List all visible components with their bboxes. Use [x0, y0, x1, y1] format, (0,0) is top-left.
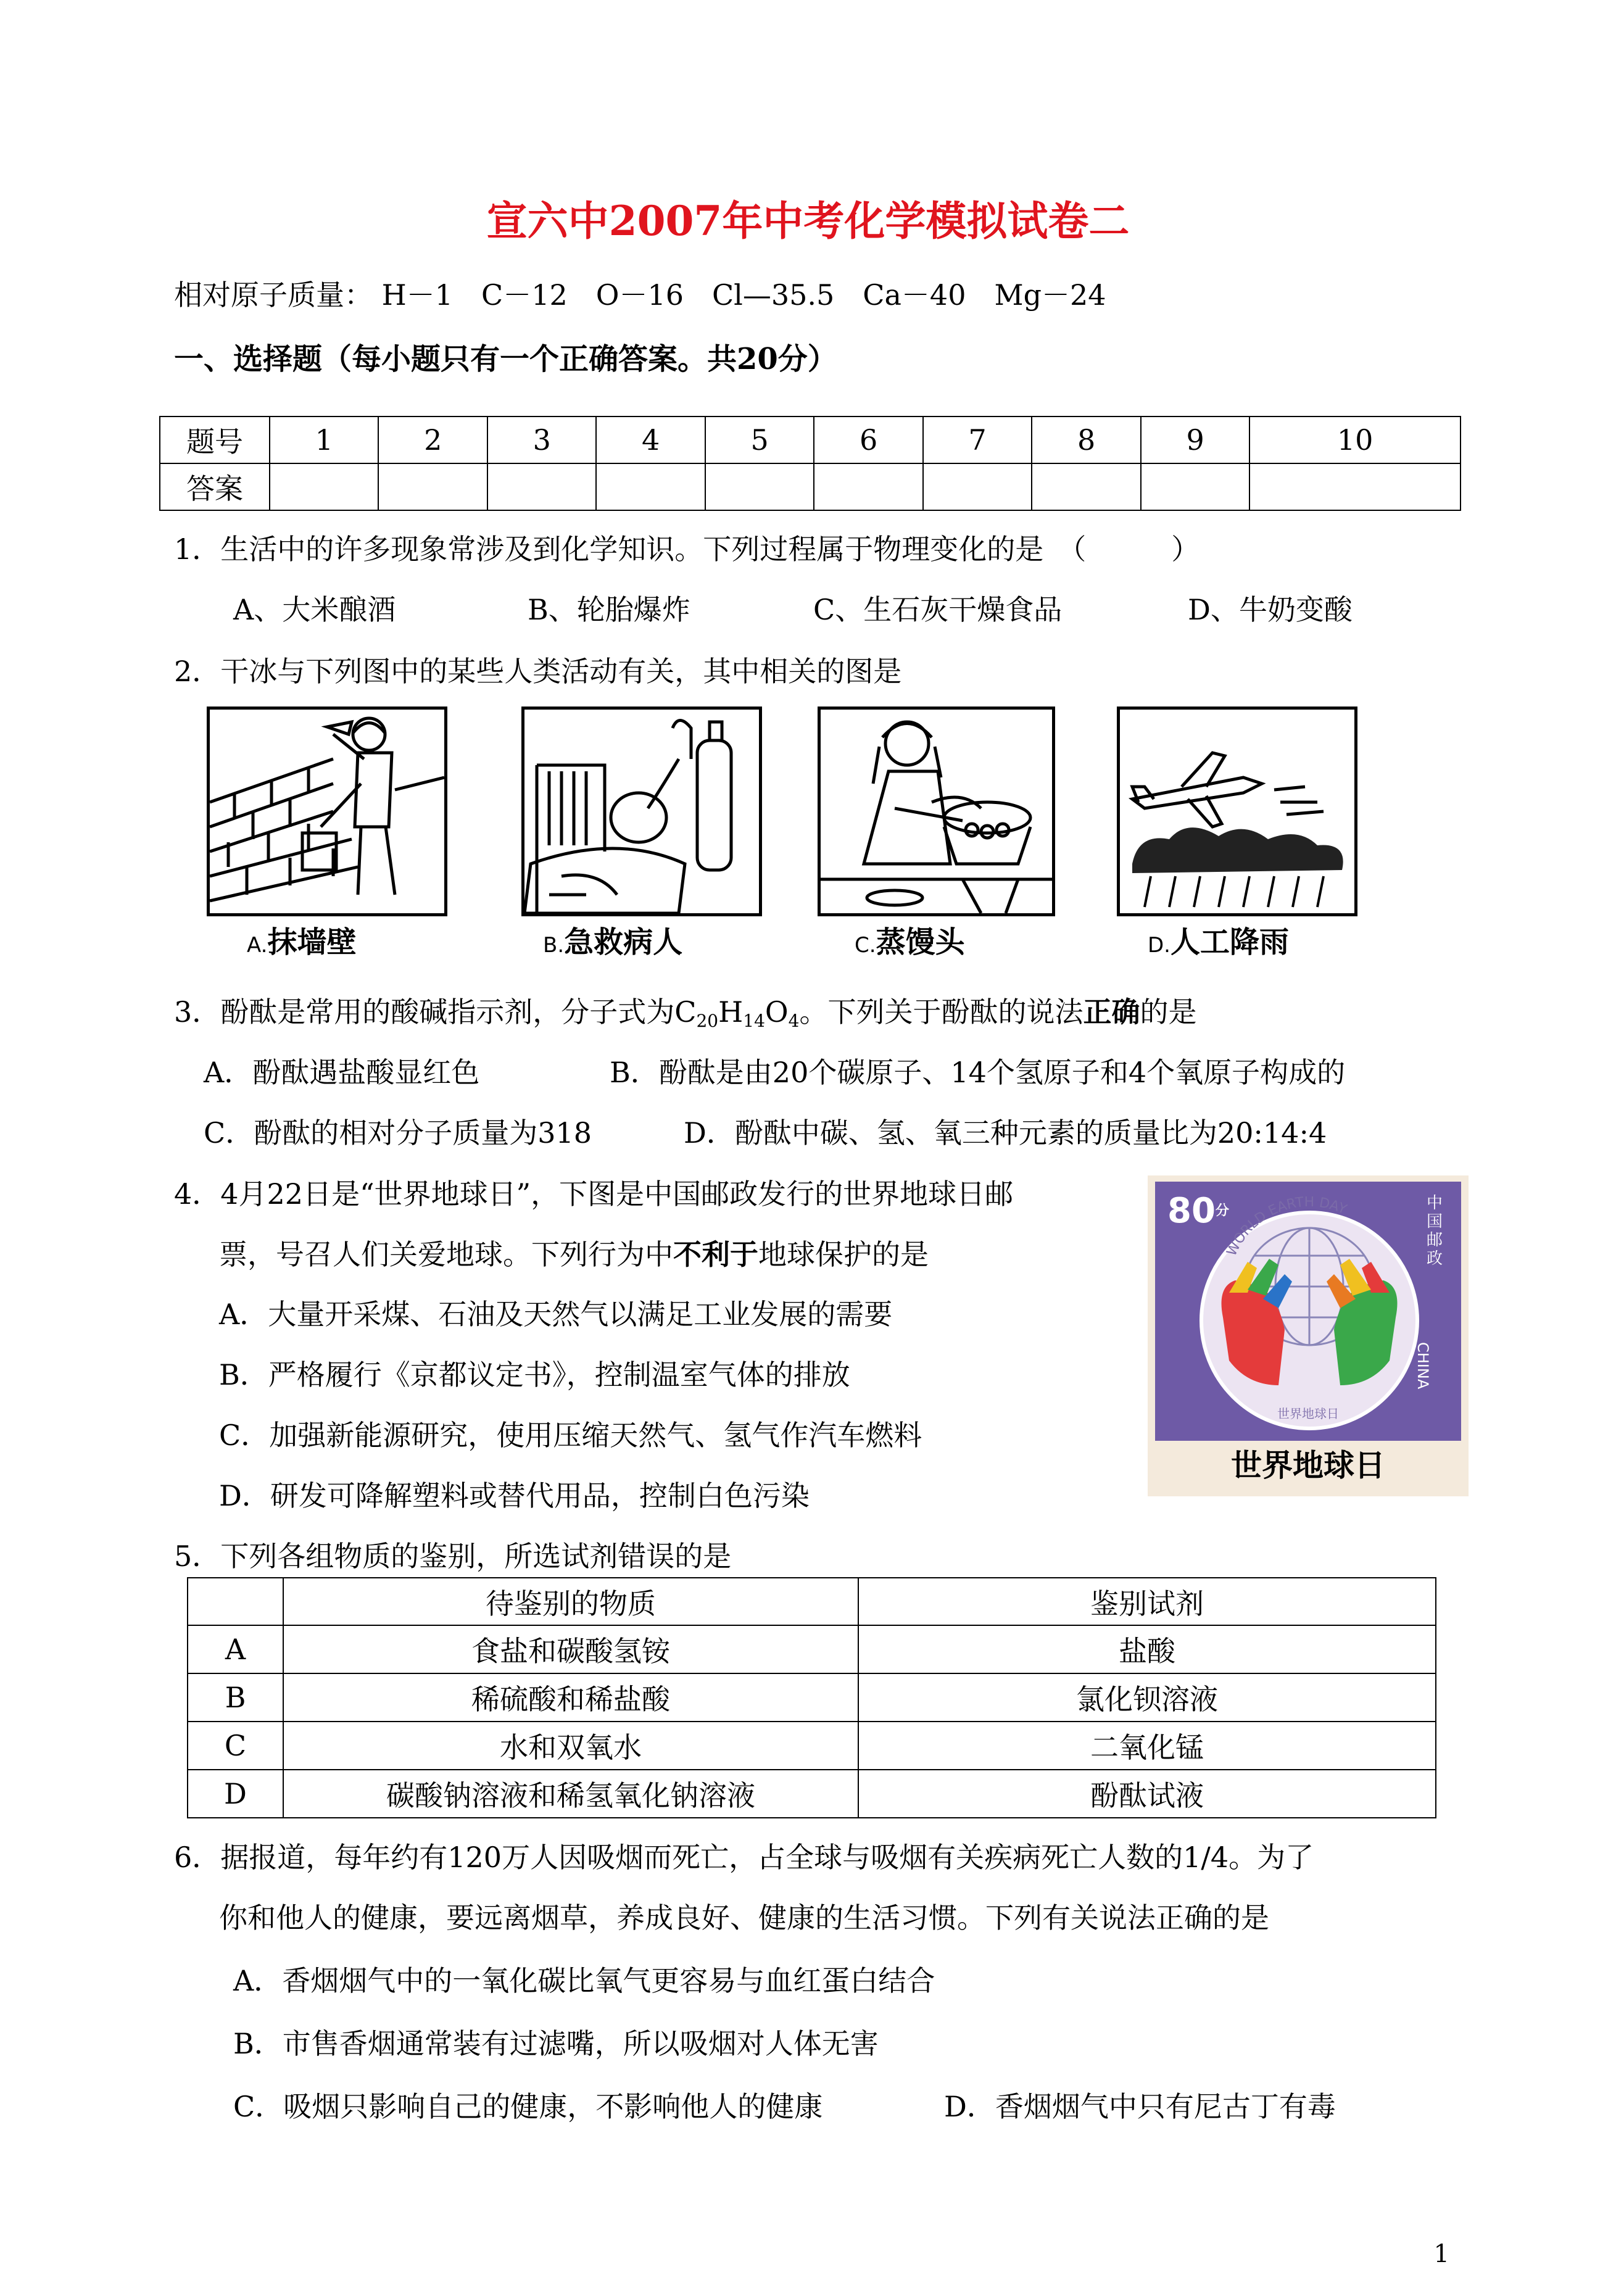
reagent-cell: 酚酞试液 — [858, 1770, 1436, 1818]
answer-cell[interactable] — [923, 463, 1032, 510]
image-b-caption — [543, 918, 682, 961]
answer-cell[interactable] — [705, 463, 814, 510]
number-cell: 6 — [814, 417, 922, 463]
reagent-cell: 二氧化锰 — [858, 1722, 1436, 1770]
section-heading: 一、选择题（每小题只有一个正确答案。共20分） — [174, 342, 837, 376]
image-d-caption — [1148, 918, 1289, 961]
formula-c-sub: 20 — [696, 1011, 719, 1031]
image-a-caption — [247, 918, 356, 961]
q4-stem-line1: 4．4月22日是“世界地球日”，下图是中国邮政发行的世界地球日邮 — [174, 1177, 1014, 1211]
earth-hands-stamp — [1148, 1175, 1469, 1496]
q4-stem-text: 票，号召人们关爱地球。下列行为中 — [219, 1238, 673, 1271]
stamp-face — [1155, 1182, 1461, 1441]
reagent-cell: 盐酸 — [858, 1625, 1436, 1673]
answer-cell[interactable] — [1141, 463, 1249, 510]
answer-table — [159, 416, 1461, 511]
q6-option-d: D．香烟烟气中只有尼古丁有毒 — [944, 2090, 1336, 2123]
formula-h-sub: 14 — [743, 1011, 765, 1031]
answer-cell[interactable] — [487, 463, 596, 510]
image-b-letter: B. — [543, 933, 565, 958]
image-a-label: 抹墙壁 — [267, 925, 357, 959]
substance-cell: 食盐和碳酸氢铵 — [283, 1625, 858, 1673]
patient-oxygen-illustration — [521, 707, 762, 916]
stamp-ring-text: WORLD EARTH DAY — [1224, 1194, 1349, 1259]
header-cell: 待鉴别的物质 — [283, 1578, 858, 1625]
q4-option-c: C．加强新能源研究，使用压缩天然气、氢气作汽车燃料 — [219, 1419, 922, 1452]
q3-stem-text-2: 。下列关于酚酞的说法 — [799, 995, 1084, 1029]
q4-stem-end: 地球保护的是 — [758, 1238, 929, 1271]
plastering-wall-illustration — [207, 707, 447, 916]
header-cell — [188, 1578, 283, 1625]
q1-option-d: D、牛奶变酸 — [1188, 593, 1353, 626]
image-a-letter: A. — [247, 933, 268, 958]
number-cell: 7 — [923, 417, 1032, 463]
q6-stem-line1: 6．据报道，每年约有120万人因吸烟而死亡，占全球与吸烟有关疾病死亡人数的1/4。为了 — [174, 1841, 1314, 1874]
q6-option-b: B．市售香烟通常装有过滤嘴，所以吸烟对人体无害 — [233, 2027, 879, 2060]
answer-cell[interactable] — [270, 463, 378, 510]
q2-stem: 2．干冰与下列图中的某些人类活动有关，其中相关的图是 — [174, 655, 902, 688]
header-cell: 鉴别试剂 — [858, 1578, 1436, 1625]
q3-option-d: D．酚酞中碳、氢、氧三种元素的质量比为20:14:4 — [684, 1116, 1327, 1150]
substance-cell: 稀硫酸和稀盐酸 — [283, 1673, 858, 1722]
stamp-value — [1167, 1193, 1229, 1230]
q3-option-b: B．酚酞是由20个碳原子、14个氢原子和4个氧原子构成的 — [610, 1056, 1346, 1089]
number-cell: 9 — [1141, 417, 1249, 463]
q6-option-a: A．香烟烟气中的一氧化碳比氧气更容易与血红蛋白结合 — [233, 1964, 935, 1997]
image-d-label: 人工降雨 — [1171, 925, 1290, 959]
answer-cell[interactable] — [814, 463, 922, 510]
q6-option-c: C．吸烟只影响自己的健康，不影响他人的健康 — [233, 2090, 823, 2123]
formula-o: O — [764, 995, 789, 1029]
row-letter: B — [188, 1673, 283, 1722]
q3-stem-text: 3．酚酞是常用的酸碱指示剂，分子式为 — [174, 995, 675, 1029]
q4-stem-emphasis: 不利于 — [673, 1238, 758, 1271]
number-cell: 8 — [1032, 417, 1140, 463]
row-letter: A — [188, 1625, 283, 1673]
stamp-caption: 世界地球日 — [1231, 1448, 1385, 1483]
q6-stem-line2: 你和他人的健康，要远离烟草，养成良好、健康的生活习惯。下列有关说法正确的是 — [219, 1901, 1269, 1934]
q3-option-c: C．酚酞的相对分子质量为318 — [204, 1116, 592, 1150]
row-letter: C — [188, 1722, 283, 1770]
row-letter: D — [188, 1770, 283, 1818]
substance-cell: 碳酸钠溶液和稀氢氧化钠溶液 — [283, 1770, 858, 1818]
answer-cell[interactable] — [1032, 463, 1140, 510]
reagent-cell: 氯化钡溶液 — [858, 1673, 1436, 1722]
image-d-letter: D. — [1148, 933, 1171, 958]
number-cell: 10 — [1249, 417, 1461, 463]
answer-cell[interactable] — [1249, 463, 1461, 510]
answer-cell[interactable] — [596, 463, 705, 510]
number-cell: 2 — [378, 417, 487, 463]
formula-c: C — [674, 995, 697, 1029]
row-label-answer: 答案 — [160, 463, 270, 510]
q4-option-d: D．研发可降解塑料或替代用品，控制白色污染 — [219, 1479, 810, 1512]
q3-stem — [174, 993, 1196, 1040]
q4-stem-line2 — [219, 1236, 929, 1273]
image-c-caption — [855, 918, 965, 961]
q3-stem-end: 的是 — [1140, 995, 1197, 1029]
artificial-rain-illustration — [1117, 707, 1357, 916]
stamp-country-en: CHINA — [1414, 1342, 1432, 1390]
q3-formula — [674, 995, 799, 1029]
q3-option-a: A．酚酞遇盐酸显红色 — [204, 1056, 480, 1089]
q4-option-a: A．大量开采煤、石油及天然气以满足工业发展的需要 — [219, 1298, 893, 1331]
image-c-label: 蒸馒头 — [876, 925, 965, 959]
number-cell: 4 — [596, 417, 705, 463]
number-cell: 3 — [487, 417, 596, 463]
atomic-masses: 相对原子质量： H－1 C－12 O－16 Cl—35.5 Ca－40 Mg－24 — [174, 278, 1106, 312]
stamp-country-cn: 中国邮政 — [1427, 1194, 1443, 1268]
stamp-value-unit: 分 — [1215, 1203, 1229, 1219]
image-b-label: 急救病人 — [564, 925, 683, 959]
q1-stem: 1．生活中的许多现象常涉及到化学知识。下列过程属于物理变化的是 （ ） — [174, 533, 1200, 566]
formula-o-sub: 4 — [788, 1011, 800, 1031]
q5-stem: 5．下列各组物质的鉴别，所选试剂错误的是 — [174, 1540, 732, 1573]
stamp-value-number: 80 — [1167, 1191, 1216, 1231]
page-number: 1 — [1433, 2240, 1449, 2268]
image-c-letter: C. — [855, 933, 876, 958]
q1-option-a: A、大米酿酒 — [233, 593, 396, 626]
stamp-inner-caption: 世界地球日 — [1277, 1406, 1339, 1421]
steaming-buns-illustration — [818, 707, 1055, 916]
page-title: 宣六中2007年中考化学模拟试卷二 — [486, 197, 1130, 245]
reagent-table — [187, 1577, 1436, 1818]
answer-cell[interactable] — [378, 463, 487, 510]
q1-option-c: C、生石灰干燥食品 — [813, 593, 1063, 626]
row-label-number: 题号 — [160, 417, 270, 463]
q4-option-b: B．严格履行《京都议定书》，控制温室气体的排放 — [219, 1358, 850, 1391]
q1-option-b: B、轮胎爆炸 — [528, 593, 690, 626]
q3-stem-emphasis: 正确 — [1083, 995, 1140, 1029]
substance-cell: 水和双氧水 — [283, 1722, 858, 1770]
number-cell: 5 — [705, 417, 814, 463]
number-cell: 1 — [270, 417, 378, 463]
formula-h: H — [718, 995, 744, 1029]
